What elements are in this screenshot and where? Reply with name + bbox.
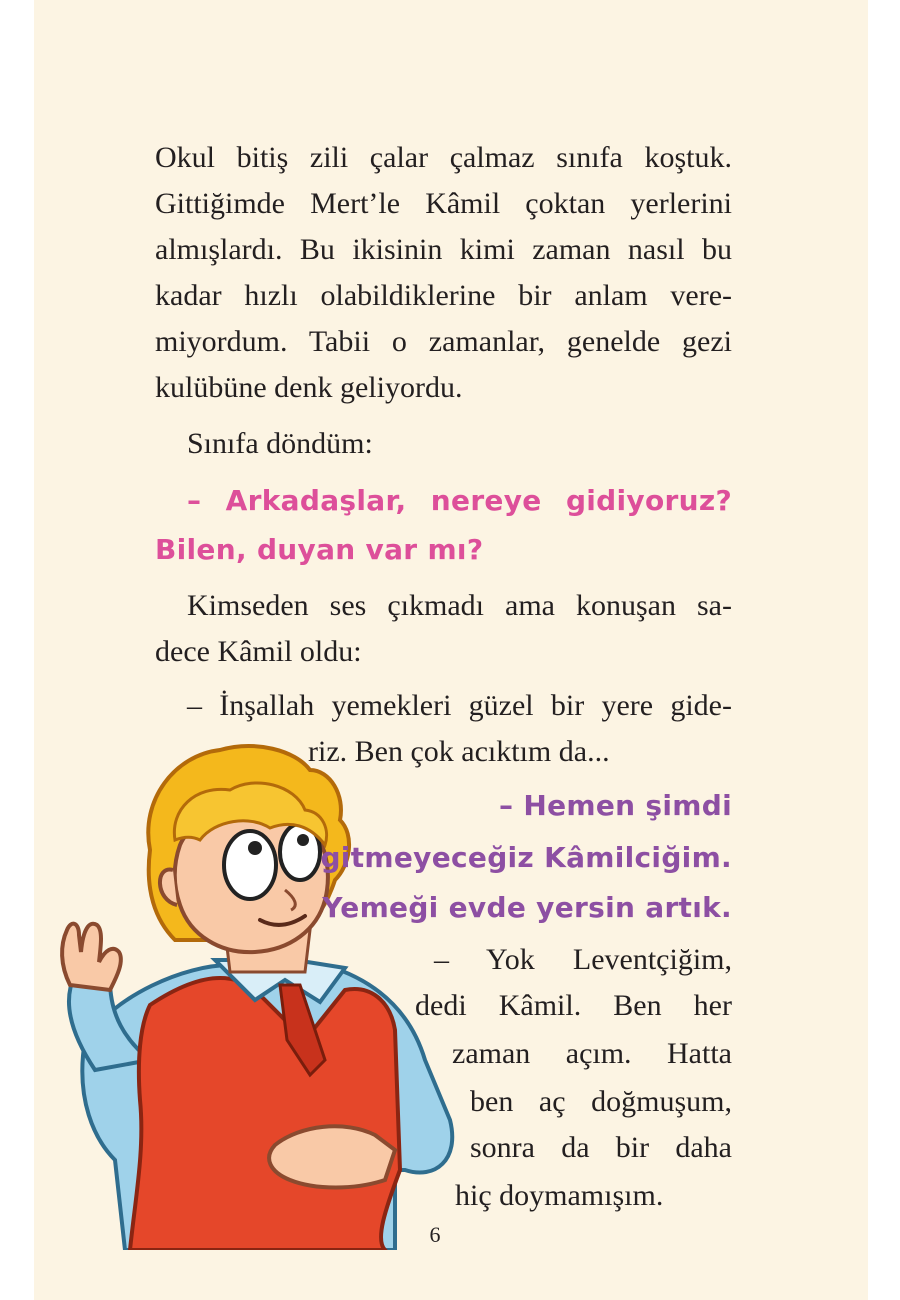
page-number: 6 — [429, 1222, 441, 1247]
speech-1-line-1: – Arkadaşlar, nereye gidiyoruz? — [187, 484, 732, 517]
paragraph-1-line-4: kadar hızlı olabildiklerine bir anlam vere- — [155, 279, 732, 312]
paragraph-1-line-1: Okul bitiş zili çalar çalmaz sınıfa koştuk. — [155, 141, 732, 174]
paragraph-5-line-6: hiç doymamışım. — [455, 1179, 664, 1212]
speech-2-line-2: gitmeyeceğiz Kâmilciğim. — [320, 841, 732, 874]
paragraph-5-line-1: – Yok Leventçiğim, — [434, 943, 732, 976]
paragraph-1-line-5: miyordum. Tabii o zamanlar, genelde gezi — [155, 325, 732, 358]
paragraph-1-line-3: almışlardı. Bu ikisinin kimi zaman nasıl bu — [155, 233, 732, 266]
paragraph-3-line-1: Kimseden ses çıkmadı ama konuşan sa- — [187, 589, 732, 622]
speech-1-line-2: Bilen, duyan var mı? — [155, 533, 484, 566]
speech-2-line-1: – Hemen şimdi — [499, 789, 732, 822]
paragraph-2: Sınıfa döndüm: — [187, 427, 373, 460]
paragraph-4-line-1: – İnşallah yemekleri güzel bir yere gide- — [187, 689, 732, 722]
speech-2-line-3: Yemeği evde yersin artık. — [322, 891, 732, 924]
cartoon-boy-illustration — [55, 740, 455, 1250]
paragraph-5-line-4: ben aç doğmuşum, — [470, 1085, 732, 1118]
paragraph-5-line-2: dedi Kâmil. Ben her — [415, 989, 732, 1022]
paragraph-1-line-2: Gittiğimde Mert’le Kâmil çoktan yerlerini — [155, 187, 732, 220]
paragraph-3-line-2: dece Kâmil oldu: — [155, 635, 362, 668]
paragraph-5-line-3: zaman açım. Hatta — [452, 1037, 732, 1070]
paragraph-1-line-6: kulübüne denk geliyordu. — [155, 371, 463, 404]
paragraph-5-line-5: sonra da bir daha — [470, 1131, 732, 1164]
paragraph-4-line-2: riz. Ben çok acıktım da... — [308, 735, 610, 768]
